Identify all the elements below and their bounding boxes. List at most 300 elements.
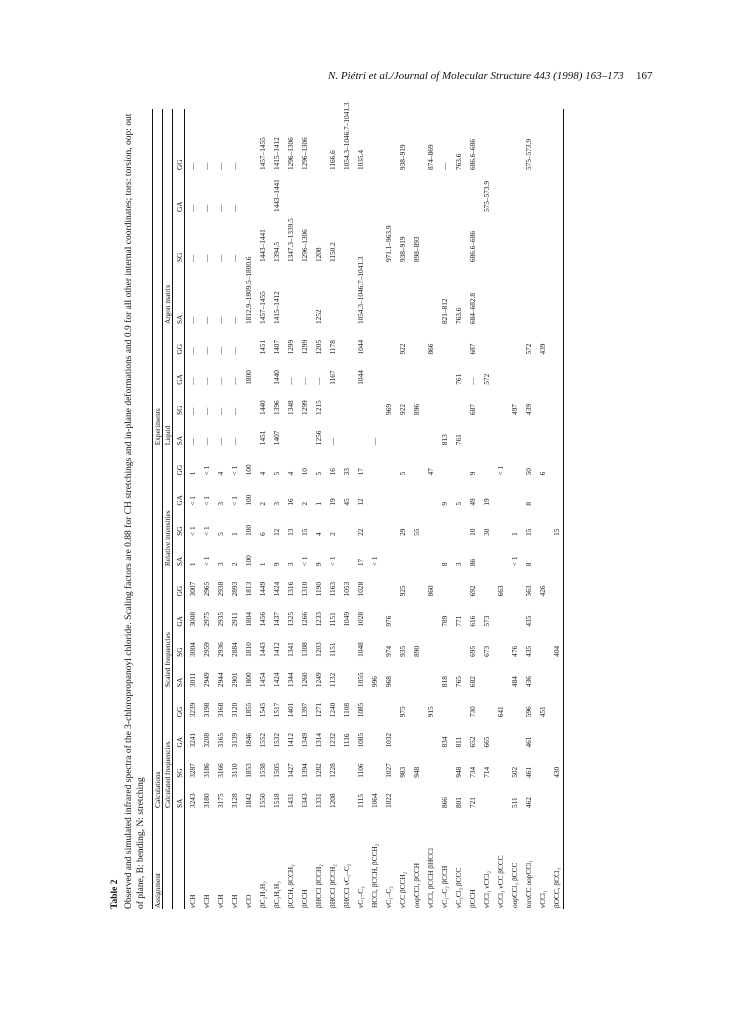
value-cell: < 1 [201,556,211,567]
value-cell: 1 [257,562,267,567]
value-cell: 55 [411,528,421,536]
value-cell [241,109,255,171]
value-cell: — [187,377,197,385]
value-cell [479,109,493,171]
value-cell: < 1 [495,465,505,476]
value-cell: — [201,204,211,213]
value-cell [423,476,437,506]
value-cell: 922 [397,404,407,415]
value-cell [437,749,451,779]
value-cell: 730 [467,706,477,718]
assignment-cell: νCCl₁ νCC βCCC [495,855,505,908]
value-cell: 1457–1455 [257,291,267,325]
conformer-header: GG [175,585,185,597]
value-cell: 1427 [285,763,295,778]
value-cell: 47 [425,468,435,476]
value-cell: 789 [439,615,449,627]
value-cell: 1316 [285,581,295,597]
value-cell: 2884 [229,642,239,657]
value-cell [423,355,437,385]
value-cell [507,325,521,355]
value-cell: 1022 [383,793,393,808]
value-cell [437,688,451,718]
value-cell: 1 [187,562,197,567]
value-cell: — [369,437,379,446]
value-cell [395,171,409,213]
conformer-header: GG [175,343,185,355]
value-cell [549,109,563,171]
value-cell [437,355,451,385]
value-cell: 1232 [327,732,337,748]
value-cell: 2959 [201,642,211,657]
value-cell: 665 [481,736,491,748]
value-cell [507,567,521,597]
value-cell: 1412 [271,642,281,657]
value-cell: 1449 [257,581,267,597]
value-cell: 3186 [201,763,211,778]
value-cell [339,325,353,355]
value-cell [535,476,549,506]
value-cell [535,658,549,688]
value-cell: 1517 [271,702,281,718]
value-cell: 695 [467,645,477,657]
value-cell: 1260 [299,672,309,688]
table-bottom-rule [563,109,564,909]
value-cell: 1440 [257,400,267,415]
value-cell [479,688,493,718]
value-cell: 439 [523,404,533,415]
value-cell: 3007 [187,581,197,597]
value-cell: 874–869 [425,144,435,171]
value-cell: 673 [481,645,491,657]
value-cell [339,658,353,688]
value-cell [409,688,423,718]
value-cell [451,688,465,718]
assignment-cell: νC₁–C₂ βCCH [439,865,449,908]
value-cell: 10 [299,468,309,476]
assignment-cell: νC₁–C₂ [355,886,365,908]
assignment-cell: νCH [201,894,211,908]
value-cell: 1810 [243,642,253,657]
value-cell: 4 [215,471,225,476]
value-cell [409,171,423,213]
value-cell: 3 [285,562,295,567]
value-cell [353,213,367,263]
value-cell [437,446,451,476]
value-cell [549,416,563,446]
assignment-cell: νC₂Cl₂ βCCC [453,867,463,908]
value-cell: 100 [243,494,253,506]
value-cell: 1282 [313,763,323,778]
conformer-header: GA [175,736,185,748]
value-cell: 12 [271,528,281,536]
value-cell [451,386,465,416]
value-cell: 1538 [257,763,267,778]
value-cell: 426 [537,585,547,597]
value-cell: — [187,254,197,263]
value-cell: 575–573.9 [481,181,491,213]
value-cell [409,597,423,627]
assignment-cell: νCO [243,894,253,908]
value-cell: — [187,316,197,325]
value-cell [409,537,423,567]
value-cell: 8 [523,502,533,506]
value-cell [409,567,423,597]
value-cell: 6 [257,532,267,536]
value-cell [451,628,465,658]
value-cell [451,213,465,263]
value-cell [367,749,381,779]
value-cell: 652 [467,736,477,748]
conformer-header: GG [175,706,185,718]
value-cell [535,779,549,809]
conformer-header: SA [175,798,185,808]
value-cell [507,597,521,627]
value-cell [381,263,395,325]
value-cell: 1800 [243,672,253,688]
value-cell [395,263,409,325]
value-cell [339,507,353,537]
value-cell: 1299 [285,339,295,355]
value-cell: 563 [523,585,533,597]
value-cell [367,567,381,597]
value-cell: 435 [523,645,533,657]
value-cell: 1049 [341,612,351,627]
assignment-cell: βHCCl βCCH₂ [327,864,337,908]
value-cell [241,213,255,263]
value-cell: 1208 [313,247,323,263]
value-cell [507,263,521,325]
table-row [185,109,200,909]
table-row [227,109,241,909]
value-cell: 5 [313,471,323,476]
value-cell: 15 [551,528,561,536]
table-row [199,109,213,909]
value-cell: 1190 [313,582,323,597]
value-cell [493,416,507,446]
value-cell [451,171,465,213]
conformer-header: SA [175,314,185,325]
value-cell [367,446,381,476]
value-cell [339,171,353,213]
value-cell [437,213,451,263]
value-cell: 1424 [271,581,281,597]
value-cell [367,171,381,213]
value-cell: — [201,407,211,415]
value-cell [353,416,367,446]
value-cell: 1407 [271,339,281,355]
value-cell: 866 [439,797,449,808]
value-cell: < 1 [187,526,197,536]
value-cell [493,718,507,748]
table-row [325,109,339,909]
value-cell: < 1 [201,496,211,506]
value-cell: 1035.4 [355,149,365,171]
value-cell: 9 [467,471,477,476]
value-cell: — [327,437,337,446]
value-cell [395,658,409,688]
table-label: Table 2 [110,879,120,909]
value-cell: 436 [523,676,533,688]
value-cell: 1397 [299,702,309,718]
value-cell: 898–893 [411,236,421,263]
value-cell [535,213,549,263]
value-cell: 2944 [215,672,225,688]
value-cell [549,213,563,263]
value-cell [395,779,409,809]
value-cell [479,386,493,416]
value-cell [549,537,563,567]
value-cell: 4 [257,471,267,476]
value-cell [297,171,311,213]
value-cell: 1178 [327,340,337,355]
value-cell [423,718,437,748]
value-cell [367,263,381,325]
value-cell: 13 [285,528,295,536]
table-row [311,109,325,909]
table-row [409,109,423,909]
value-cell: 938–919 [397,144,407,171]
value-cell: 1443–1441 [271,179,281,213]
value-cell [409,416,423,446]
value-cell [493,658,507,688]
value-cell [241,386,255,416]
value-cell [479,567,493,597]
value-cell [423,537,437,567]
value-cell: 19 [481,498,491,506]
value-cell: 1518 [271,793,281,808]
value-cell: 1032 [383,732,393,748]
value-cell [535,628,549,658]
value-cell: 1085 [355,702,365,718]
value-cell [367,597,381,627]
value-cell: — [215,316,225,325]
value-cell: 1343 [299,793,309,808]
assignment-header: Assignment [153,809,163,909]
assignment-cell: νCH [187,894,197,908]
value-cell: 1842 [243,793,253,808]
value-cell: 1296–1306 [285,137,295,171]
value-cell: — [215,162,225,171]
value-cell: 938–919 [397,236,407,263]
value-cell: 1044 [355,339,365,355]
value-cell: 1299 [299,339,309,355]
value-cell [367,325,381,355]
value-cell: 616 [467,615,477,627]
value-cell: 15 [523,528,533,536]
value-cell [423,386,437,416]
value-cell: — [215,204,225,213]
table-row [507,109,521,909]
value-cell: — [201,162,211,171]
value-cell [493,355,507,385]
assignment-cell: βC₃H₁H₃ [271,881,281,908]
rotated-table-block [109,102,673,909]
calc-freq-header: Calculated frequencies [162,688,172,809]
value-cell: 1054.3–1046.7–1041.3 [355,256,365,325]
table-row [493,109,507,909]
value-cell: 3139 [229,732,239,748]
value-cell [549,386,563,416]
value-cell [549,688,563,718]
value-cell [493,597,507,627]
value-cell: 969 [383,404,393,415]
value-cell: — [313,377,323,385]
value-cell [423,263,437,325]
value-cell: 1348 [285,400,295,415]
value-cell [479,416,493,446]
value-cell: 5 [271,471,281,476]
conformer-header: SA [175,556,185,567]
value-cell [409,263,423,325]
table-row [479,109,493,909]
value-cell: 16 [327,468,337,476]
conformer-header: SG [175,768,185,778]
value-cell: 948 [453,766,463,778]
value-cell: 22 [355,528,365,536]
table-row [255,109,269,909]
value-cell: 1451 [257,430,267,446]
value-cell [507,446,521,476]
value-cell [479,325,493,355]
value-cell [493,537,507,567]
value-cell [507,213,521,263]
value-cell [367,109,381,171]
value-cell [521,213,535,263]
value-cell: 3128 [229,793,239,808]
value-cell: < 1 [327,556,337,567]
value-cell [255,171,269,213]
value-cell: 1271 [313,702,323,718]
value-cell: 925 [397,585,407,597]
value-cell: 771 [453,615,463,627]
value-cell: 100 [243,464,253,476]
value-cell: 3008 [187,612,197,627]
value-cell [423,416,437,446]
value-cell: 1116 [341,733,351,748]
running-header: N. Piétri et al./Journal of Molecular Structure 443 (1998) 163–173 [328,70,624,82]
value-cell: 1266 [299,612,309,627]
spectra-table [152,102,564,909]
value-cell: 1451 [257,339,267,355]
value-cell: 15 [299,528,309,536]
value-cell: 2 [299,502,309,506]
assignment-cell: torsCC oopCCl₁ [523,860,533,908]
value-cell: 687 [467,343,477,355]
table-row [367,109,381,909]
value-cell: 3120 [229,702,239,718]
value-cell [283,171,297,213]
value-cell: 1249 [313,672,323,688]
assignment-cell: νCCl₁ [537,890,547,908]
table-row [521,109,535,909]
value-cell: < 1 [201,526,211,536]
assignment-cell: oopCCl, βCCH [411,862,421,908]
value-cell: 1347.3–1339.5 [285,218,295,263]
value-cell: 3239 [187,702,197,718]
value-cell [451,325,465,355]
value-cell: 1437 [271,612,281,627]
value-cell: 834 [439,736,449,748]
value-cell [507,718,521,748]
value-cell: 19 [327,498,337,506]
value-cell [381,355,395,385]
value-cell [549,325,563,355]
value-cell: — [201,377,211,385]
table-row [381,109,395,909]
value-cell [535,597,549,627]
value-cell: 818 [439,676,449,688]
value-cell: < 1 [201,465,211,476]
value-cell: 2 [327,532,337,536]
value-cell: 1800 [243,370,253,385]
value-cell [395,476,409,506]
value-cell: < 1 [229,465,239,476]
value-cell: 16 [285,498,295,506]
value-cell: 976 [383,615,393,627]
value-cell [381,171,395,213]
value-cell [493,628,507,658]
value-cell: 4 [285,471,295,476]
value-cell: 435 [523,615,533,627]
value-cell: — [229,204,239,213]
value-cell [283,416,297,446]
value-cell: 1314 [313,732,323,748]
value-cell: 3287 [187,763,197,778]
value-cell: 1310 [299,581,309,597]
value-cell: 12 [355,498,365,506]
value-cell: 8 [523,562,533,567]
value-cell [381,446,395,476]
value-cell: 1349 [299,732,309,748]
value-cell [283,263,297,325]
table-row [451,109,465,909]
value-cell [367,718,381,748]
value-cell [451,446,465,476]
value-cell: — [229,316,239,325]
value-cell: 1055 [355,672,365,688]
value-cell [367,688,381,718]
value-cell [479,213,493,263]
value-cell [367,476,381,506]
value-cell [381,567,395,597]
value-cell: 1054.3–1046.7–1041.3 [341,102,351,171]
value-cell [381,325,395,355]
value-cell [549,567,563,597]
value-cell: 1812.9–1809.5–1800.6 [243,256,253,325]
value-cell [549,718,563,748]
value-cell [451,567,465,597]
value-cell: 1341 [285,642,295,657]
value-cell [297,416,311,446]
value-cell: 86 [467,558,477,567]
value-cell: 1813 [243,581,253,597]
value-cell: 451 [537,706,547,718]
value-cell: 1085 [355,732,365,748]
value-cell: 100 [243,524,253,536]
conformer-header: GA [175,374,185,385]
value-cell [395,416,409,446]
conformer-header: GG [175,159,185,171]
value-cell: 1443 [257,642,267,657]
value-cell: 461 [523,766,533,778]
value-cell [535,109,549,171]
value-cell: 2901 [229,672,239,688]
value-cell [465,416,479,446]
value-cell [409,109,423,171]
value-cell: 9 [439,502,449,506]
value-cell: 3168 [215,702,225,718]
